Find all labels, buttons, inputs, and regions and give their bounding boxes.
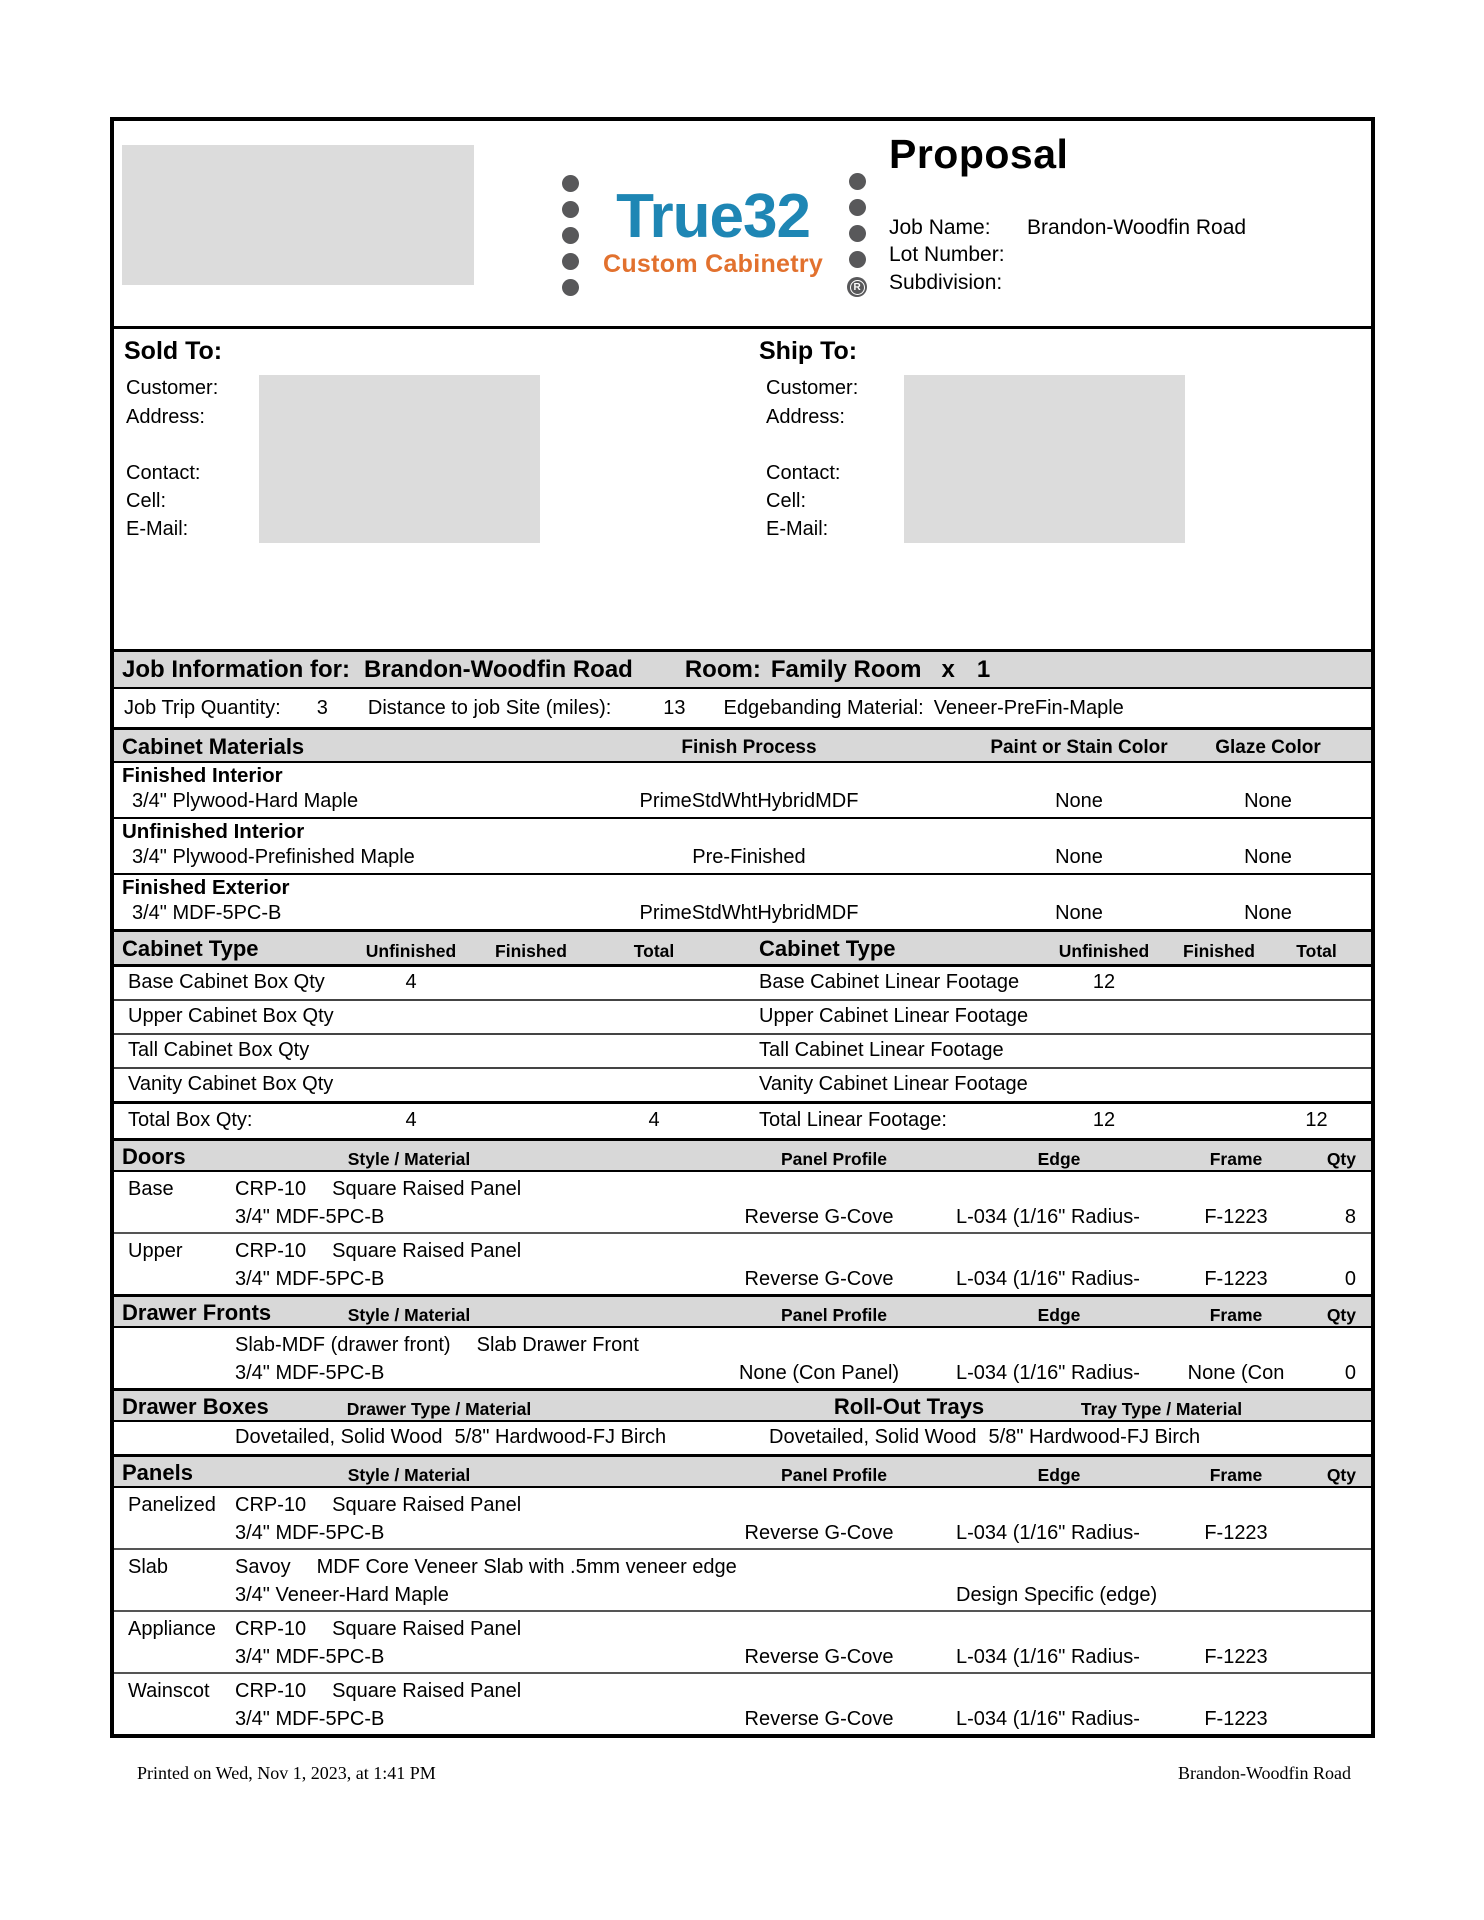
panel-profile-value: Reverse G-Cove [744, 1522, 894, 1544]
door-style: CRP-10 Square Raised Panel [235, 1240, 522, 1262]
style-material-header: Style / Material [347, 1305, 471, 1325]
roll-out-tray-value: Dovetailed, Solid Wood 5/8" Hardwood-FJ Birch [769, 1426, 1201, 1448]
drawer-front-qty: 0 [1344, 1362, 1356, 1384]
glaze-color-value: None [1244, 790, 1292, 812]
drawer-front-style: Slab-MDF (drawer front) Slab Drawer Front [235, 1334, 639, 1356]
document-header [114, 121, 1371, 326]
subdivision-label: Subdivision: [889, 270, 1003, 294]
total-header: Total [633, 941, 675, 961]
cabinet-type-row [114, 1033, 1371, 1067]
paint-stain-value: None [1055, 846, 1103, 868]
paint-stain-value: None [1055, 902, 1103, 924]
panel-row [114, 1488, 1371, 1548]
door-edge: L-034 (1/16" Radius- [956, 1206, 1140, 1228]
logo-dot [562, 201, 579, 218]
sold-to-customer-label: Customer: [126, 377, 219, 399]
door-frame: F-1223 [1204, 1206, 1268, 1228]
unfinished-header: Unfinished [1058, 941, 1150, 961]
total-linear-total: 12 [1305, 1109, 1328, 1131]
total-box-qty-label: Total Box Qty: [128, 1109, 253, 1131]
drawer-front-edge: L-034 (1/16" Radius- [956, 1362, 1140, 1384]
panel-frame: F-1223 [1204, 1522, 1268, 1544]
job-info-label: Job Information for: [122, 655, 350, 683]
trip-qty-label: Job Trip Quantity: [124, 696, 281, 719]
sold-to-address-label: Address: [126, 406, 205, 428]
drawer-box-value: Dovetailed, Solid Wood 5/8" Hardwood-FJ Birch [235, 1426, 667, 1448]
panel-type: Wainscot [128, 1680, 210, 1702]
ship-to-email-label: E-Mail: [766, 518, 829, 540]
lot-number-line [889, 241, 1246, 268]
unfinished-header: Unfinished [365, 941, 457, 961]
tray-type-material-header: Tray Type / Material [1080, 1399, 1243, 1419]
panel-profile-value: Reverse G-Cove [744, 1646, 894, 1668]
room-value: Family Room [770, 655, 922, 683]
right-unfinished-value: 12 [1092, 971, 1116, 993]
panel-type: Appliance [128, 1618, 216, 1640]
finish-process-value: Pre-Finished [692, 846, 806, 868]
panel-edge: L-034 (1/16" Radius- [956, 1522, 1140, 1544]
paint-stain-value: None [1055, 790, 1103, 812]
panels-title: Panels [122, 1460, 193, 1485]
row-label-left: Tall Cabinet Box Qty [128, 1039, 310, 1061]
ship-to-contact-label: Contact: [766, 462, 841, 484]
job-info-name: Brandon-Woodfin Road [363, 655, 633, 683]
material-group-label: Finished Exterior [122, 876, 290, 899]
row-label-left: Base Cabinet Box Qty [128, 971, 325, 993]
finish-process-value: PrimeStdWhtHybridMDF [639, 790, 859, 812]
doors-title: Doors [122, 1144, 186, 1169]
logo-dot [849, 251, 866, 268]
panels-header [114, 1454, 1371, 1488]
edgeband-value: Veneer-PreFin-Maple [933, 696, 1124, 719]
panel-edge: Design Specific (edge) [956, 1584, 1158, 1606]
parties-section [114, 326, 1371, 649]
material-name: 3/4" Plywood-Hard Maple [132, 790, 359, 812]
paint-stain-header: Paint or Stain Color [990, 737, 1168, 758]
logo-dot [562, 227, 579, 244]
job-information-bar [114, 649, 1371, 689]
frame-header: Frame [1209, 1465, 1263, 1485]
material-group [114, 873, 1371, 929]
drawer-type-material-header: Drawer Type / Material [346, 1399, 532, 1419]
door-qty: 8 [1344, 1206, 1356, 1228]
ship-to-address-label: Address: [766, 406, 845, 428]
logo-dots-left [562, 175, 579, 296]
panel-row [114, 1672, 1371, 1734]
brand-name: True32 [616, 182, 810, 252]
cabinet-type-row [114, 1067, 1371, 1101]
proposal-document [110, 117, 1375, 1738]
ship-to-customer-label: Customer: [766, 377, 859, 399]
door-row [114, 1172, 1371, 1232]
cabinet-type-total-row [114, 1101, 1371, 1138]
qty-header: Qty [1326, 1149, 1356, 1169]
cabinet-materials-header [114, 727, 1371, 763]
edgeband-label: Edgebanding Material: [723, 696, 924, 719]
subdivision-line [889, 269, 1246, 296]
panel-type: Slab [128, 1556, 169, 1578]
finished-header: Finished [495, 941, 567, 961]
panel-row [114, 1548, 1371, 1610]
edge-header: Edge [1037, 1305, 1081, 1325]
panel-row [114, 1610, 1371, 1672]
job-identification [889, 214, 1246, 296]
drawer-front-frame: None (Con [1187, 1362, 1285, 1384]
qty-header: Qty [1326, 1465, 1356, 1485]
cabinet-type-row [114, 999, 1371, 1033]
door-material: 3/4" MDF-5PC-B [235, 1206, 385, 1228]
logo-dot [849, 225, 866, 242]
door-qty: 0 [1344, 1268, 1356, 1290]
door-row [114, 1232, 1371, 1294]
panel-edge: L-034 (1/16" Radius- [956, 1646, 1140, 1668]
finished-header: Finished [1183, 941, 1255, 961]
drawer-boxes-header [114, 1388, 1371, 1422]
lot-number-label: Lot Number: [889, 243, 1005, 267]
total-header: Total [1296, 941, 1337, 961]
panel-style: Savoy MDF Core Veneer Slab with .5mm veneer edge [235, 1556, 737, 1578]
footer-job-name: Brandon-Woodfin Road [1177, 1763, 1351, 1783]
ship-to-cell-label: Cell: [766, 490, 807, 512]
distance-value: 13 [663, 696, 686, 719]
panel-frame: F-1223 [1204, 1646, 1268, 1668]
room-multiplier: x [941, 655, 955, 683]
door-type: Upper [128, 1240, 183, 1262]
logo-dot [562, 175, 579, 192]
glaze-color-value: None [1244, 902, 1292, 924]
logo-dot [849, 199, 866, 216]
panel-material: 3/4" MDF-5PC-B [235, 1708, 385, 1730]
logo-dot [562, 253, 579, 270]
panel-style: CRP-10 Square Raised Panel [235, 1680, 522, 1702]
door-type: Base [128, 1178, 174, 1200]
cabinet-type-row [114, 967, 1371, 999]
panel-frame: F-1223 [1204, 1708, 1268, 1730]
panel-profile-value: Reverse G-Cove [744, 1708, 894, 1730]
total-linear-footage-label: Total Linear Footage: [759, 1109, 947, 1131]
true32-logo [562, 173, 867, 297]
drawer-front-material: 3/4" MDF-5PC-B [235, 1362, 385, 1384]
door-panel-profile: Reverse G-Cove [744, 1206, 894, 1228]
logo-wordmark [603, 182, 824, 279]
total-box-unfinished: 4 [405, 1109, 417, 1131]
ship-to-redacted-box [904, 375, 1185, 543]
material-group [114, 763, 1371, 817]
room-label: Room: [684, 655, 761, 683]
brand-tagline: Custom Cabinetry [603, 249, 824, 278]
sold-to-title: Sold To: [124, 337, 223, 365]
redacted-logo-area [122, 145, 474, 285]
row-label-right: Vanity Cabinet Linear Footage [759, 1073, 1028, 1095]
sold-to-redacted-box [259, 375, 540, 543]
row-label-left: Vanity Cabinet Box Qty [128, 1073, 334, 1095]
drawer-front-panel-profile: None (Con Panel) [738, 1362, 900, 1384]
room-count: 1 [976, 655, 991, 683]
door-style: CRP-10 Square Raised Panel [235, 1178, 522, 1200]
door-panel-profile: Reverse G-Cove [744, 1268, 894, 1290]
job-name-value: Brandon-Woodfin Road [1027, 216, 1247, 239]
glaze-color-value: None [1244, 846, 1292, 868]
trip-info-row [114, 689, 1371, 727]
cabinet-type-title-right: Cabinet Type [759, 936, 896, 961]
drawer-front-row [114, 1328, 1371, 1388]
drawer-boxes-title: Drawer Boxes [122, 1394, 269, 1419]
total-linear-unfinished: 12 [1092, 1109, 1116, 1131]
panel-profile-header: Panel Profile [780, 1465, 887, 1485]
row-label-right: Base Cabinet Linear Footage [759, 971, 1020, 993]
material-name: 3/4" MDF-5PC-B [132, 902, 282, 924]
style-material-header: Style / Material [347, 1465, 471, 1485]
panel-style: CRP-10 Square Raised Panel [235, 1618, 522, 1640]
material-group [114, 817, 1371, 873]
material-group-label: Unfinished Interior [122, 820, 305, 843]
edge-header: Edge [1037, 1465, 1081, 1485]
drawer-fronts-title: Drawer Fronts [122, 1300, 272, 1325]
door-material: 3/4" MDF-5PC-B [235, 1268, 385, 1290]
row-label-right: Upper Cabinet Linear Footage [759, 1005, 1029, 1027]
material-name: 3/4" Plywood-Prefinished Maple [132, 846, 415, 868]
panel-material: 3/4" Veneer-Hard Maple [235, 1584, 449, 1606]
glaze-color-header: Glaze Color [1215, 737, 1321, 758]
left-unfinished-value: 4 [405, 971, 417, 993]
panel-style: CRP-10 Square Raised Panel [235, 1494, 522, 1516]
frame-header: Frame [1209, 1305, 1263, 1325]
sold-to-contact-label: Contact: [126, 462, 201, 484]
distance-label: Distance to job Site (miles): [367, 696, 612, 719]
title-block [889, 131, 1246, 296]
logo-dots-right [847, 173, 867, 297]
edge-header: Edge [1037, 1149, 1081, 1169]
printed-timestamp: Printed on Wed, Nov 1, 2023, at 1:41 PM [137, 1763, 436, 1783]
panel-profile-header: Panel Profile [780, 1305, 887, 1325]
logo-dot [849, 173, 866, 190]
style-material-header: Style / Material [347, 1149, 471, 1169]
job-name-label: Job Name: [889, 216, 991, 239]
material-group-label: Finished Interior [122, 764, 283, 787]
trip-qty-value: 3 [316, 696, 328, 719]
registered-trademark-icon: R [847, 277, 867, 297]
panel-type: Panelized [128, 1494, 216, 1516]
door-edge: L-034 (1/16" Radius- [956, 1268, 1140, 1290]
finish-process-value: PrimeStdWhtHybridMDF [639, 902, 859, 924]
panel-edge: L-034 (1/16" Radius- [956, 1708, 1140, 1730]
drawer-fronts-header [114, 1294, 1371, 1328]
doors-header [114, 1138, 1371, 1172]
qty-header: Qty [1326, 1305, 1356, 1325]
panel-material: 3/4" MDF-5PC-B [235, 1522, 385, 1544]
page-title: Proposal [889, 131, 1069, 177]
cabinet-type-title-left: Cabinet Type [122, 936, 259, 961]
job-name-line [889, 214, 1246, 241]
cabinet-materials-title: Cabinet Materials [122, 734, 305, 759]
row-label-left: Upper Cabinet Box Qty [128, 1005, 334, 1027]
ship-to-title: Ship To: [759, 337, 858, 365]
roll-out-trays-title: Roll-Out Trays [833, 1394, 985, 1419]
drawer-box-row [114, 1422, 1371, 1454]
sold-to-cell-label: Cell: [126, 490, 167, 512]
finish-process-header: Finish Process [681, 737, 817, 758]
total-box-total: 4 [648, 1109, 660, 1131]
sold-to-email-label: E-Mail: [126, 518, 189, 540]
door-frame: F-1223 [1204, 1268, 1268, 1290]
cabinet-type-header [114, 929, 1371, 967]
panel-profile-header: Panel Profile [780, 1149, 887, 1169]
panel-material: 3/4" MDF-5PC-B [235, 1646, 385, 1668]
row-label-right: Tall Cabinet Linear Footage [759, 1039, 1004, 1061]
frame-header: Frame [1209, 1149, 1263, 1169]
logo-dot [562, 279, 579, 296]
